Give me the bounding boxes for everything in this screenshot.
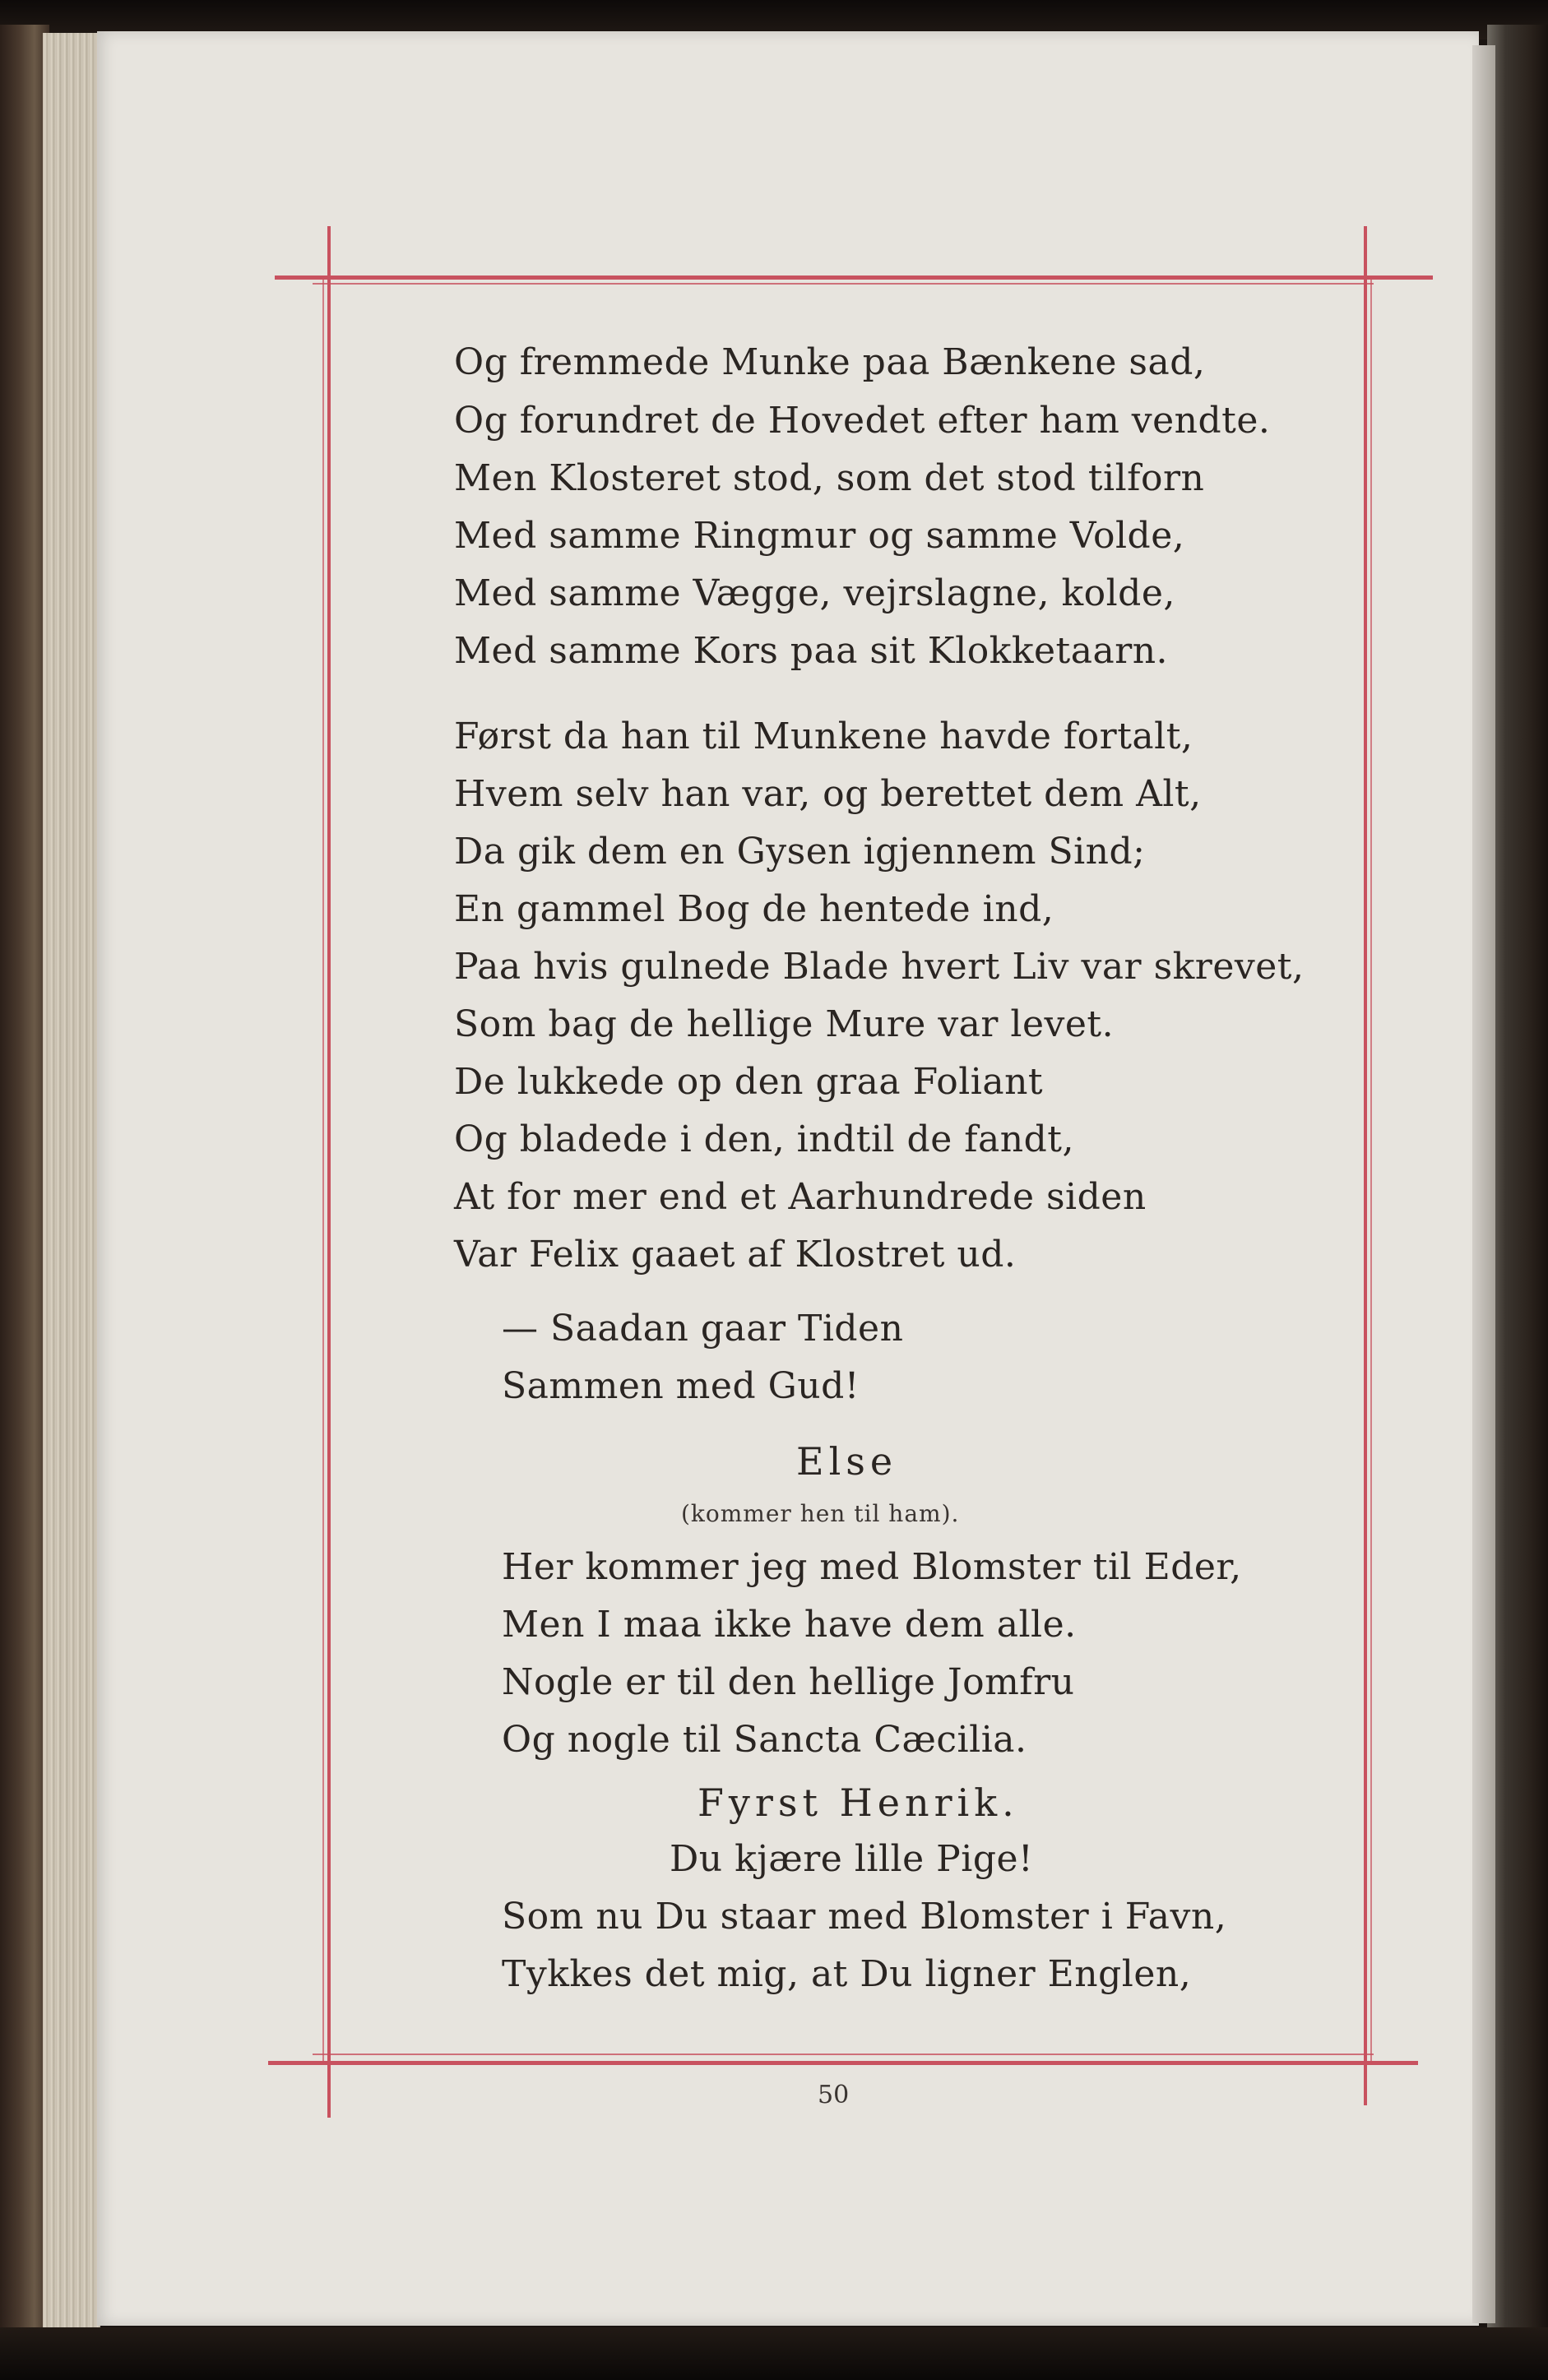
verse-line: Men Klosteret stod, som det stod tilforn [454,457,1205,499]
verse-line: En gammel Bog de hentede ind, [454,888,1054,930]
next-page-edge [1472,45,1495,2323]
verse-line: Som bag de hellige Mure var levet. [454,1003,1115,1045]
frame-top-rule [275,276,1433,280]
frame-left-rule [327,226,331,2118]
left-page-edges [43,33,100,2327]
verse-line: Som nu Du staar med Blomster i Favn, [502,1896,1227,1938]
verse-line: Nogle er til den hellige Jomfru [502,1661,1075,1703]
verse-line: Og nogle til Sancta Cæcilia. [502,1719,1027,1761]
frame-right-rule [1364,226,1367,2105]
verse-line: Med samme Vægge, vejrslagne, kolde, [454,572,1175,614]
stage-direction: (kommer hen til ham). [681,1500,960,1527]
verse-line: Først da han til Munkene havde fortalt, [454,715,1193,757]
verse-line: Her kommer jeg med Blomster til Eder, [502,1546,1242,1588]
bottom-shadow-strip [0,2327,1548,2380]
verse-line: Da gik dem en Gysen igjennem Sind; [454,831,1146,873]
frame-left-inner-rule [322,280,324,2064]
verse-line: Med samme Ringmur og samme Volde, [454,515,1185,557]
right-book-binding [1487,25,1548,2352]
verse-line: Med samme Kors paa sit Klokketaarn. [454,630,1169,672]
verse-line: Men I maa ikke have dem alle. [502,1604,1077,1646]
verse-line: De lukkede op den graa Foliant [454,1061,1044,1103]
frame-bottom-rule [268,2061,1418,2065]
verse-line: Du kjære lille Pige! [670,1838,1034,1880]
frame-bottom-inner-rule [313,2054,1374,2055]
verse-line: Paa hvis gulnede Blade hvert Liv var skrevet, [454,946,1305,988]
page-number: 50 [818,2081,850,2109]
verse-line: Sammen med Gud! [502,1365,860,1407]
verse-line: Og fremmede Munke paa Bænkene sad, [454,341,1206,383]
verse-line: — Saadan gaar Tiden [502,1308,904,1350]
verse-line: Tykkes det mig, at Du ligner Englen, [502,1953,1192,1995]
frame-top-inner-rule [313,283,1374,285]
speaker-name: Fyrst Henrik. [698,1780,1019,1825]
verse-line: Og bladede i den, indtil de fandt, [454,1118,1074,1160]
speaker-name: Else [796,1439,898,1484]
verse-line: Var Felix gaaet af Klostret ud. [454,1234,1017,1276]
left-book-binding [0,25,49,2352]
verse-line: Og forundret de Hovedet efter ham vendte. [454,400,1271,442]
verse-line: At for mer end et Aarhundrede siden [454,1176,1147,1218]
verse-line: Hvem selv han var, og berettet dem Alt, [454,773,1202,815]
frame-right-inner-rule [1370,280,1372,2064]
